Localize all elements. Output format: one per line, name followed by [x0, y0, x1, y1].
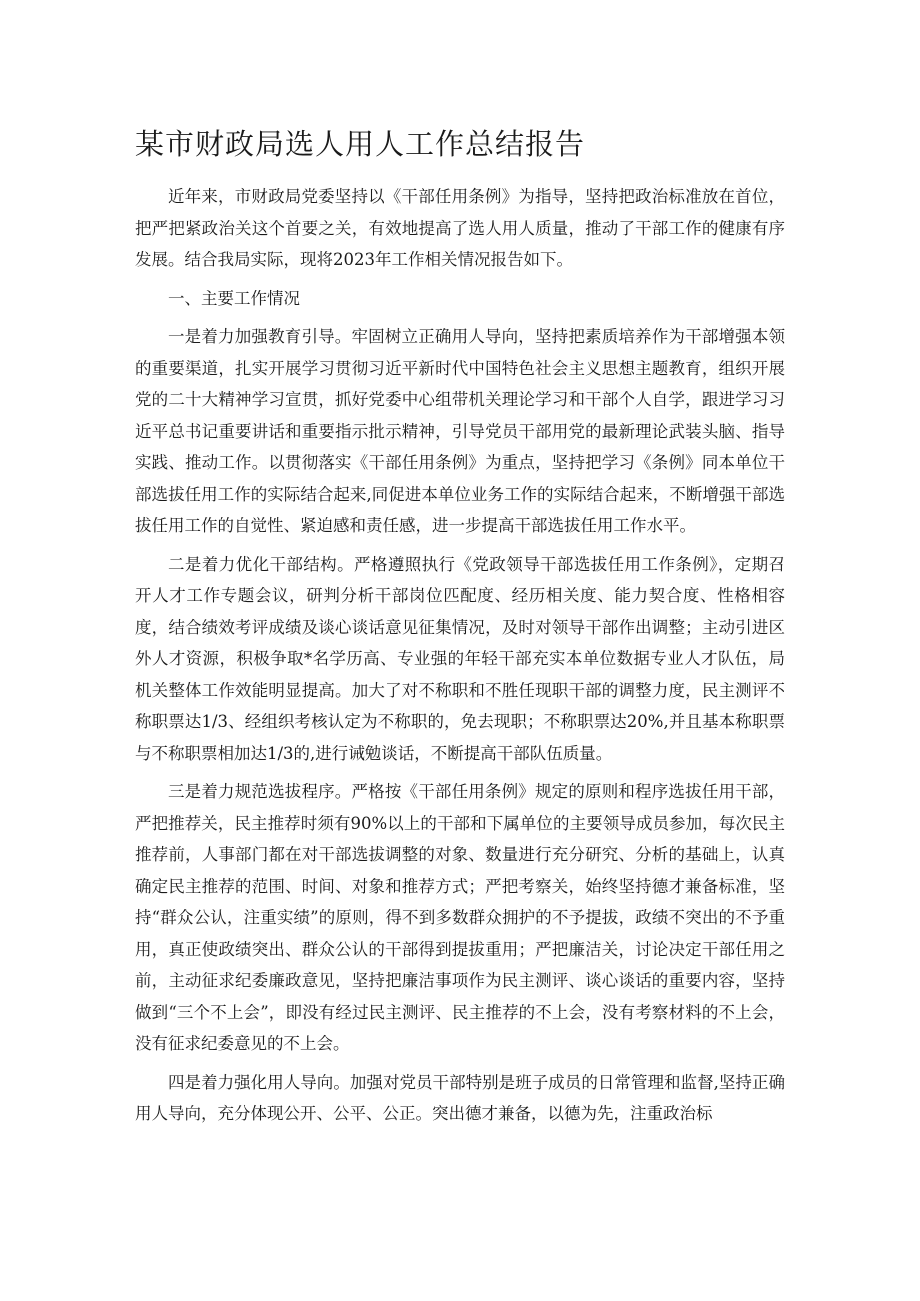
paragraph-cadre-structure: 二是着力优化干部结构。严格遵照执行《党政领导干部选拔任用工作条例》，定期召开人才工作专题会议，研判分析干部岗位匹配度、经历相关度、能力契合度、性格相容度，结合绩效考评成绩及谈心谈话意见征集情况，及时对领导干部作出调整；主动引进区外人才资源，积极争取*名学历高、专业强的年轻干部充实本单位数据专业人才队伍，局机关整体工作效能明显提高。加大了对不称职和不胜任现职干部的调整力度，民主测评不称职票达1/3、经组织考核认定为不称职的，免去现职；不称职票达20%,并且基本称职票与不称职票相加达1/3的,进行诫勉谈话，不断提高干部队伍质量。: [135, 554, 785, 763]
section-heading-main-work: 一、主要工作情况: [168, 288, 300, 308]
document-body: [135, 181, 785, 1137]
paragraph-employment-orientation: 四是着力强化用人导向。加强对党员干部特别是班子成员的日常管理和监督,坚持正确用人导向，充分体现公开、公平、公正。突出德才兼备，以德为先，注重政治标: [135, 1072, 785, 1123]
intro-paragraph: 近年来，市财政局党委坚持以《干部任用条例》为指导，坚持把政治标准放在首位，把严把紧政治关这个首要之关，有效地提高了选人用人质量，推动了干部工作的健康有序发展。结合我局实际，现将2023年工作相关情况报告如下。: [135, 187, 785, 269]
paragraph-education-guidance: 一是着力加强教育引导。牢固树立正确用人导向，坚持把素质培养作为干部增强本领的重要渠道，扎实开展学习贯彻习近平新时代中国特色社会主义思想主题教育，组织开展党的二十大精神学习宣贯，抓好党委中心组带机关理论学习和干部个人自学，跟进学习习近平总书记重要讲话和重要指示批示精神，引导党员干部用党的最新理论武装头脑、指导实践、推动工作。以贯彻落实《干部任用条例》为重点，坚持把学习《条例》同本单位干部选拔任用工作的实际结合起来,同促进本单位业务工作的实际结合起来，不断增强干部选拔任用工作的自觉性、紧迫感和责任感，进一步提高干部选拔任用工作水平。: [135, 327, 785, 535]
paragraph-selection-procedure: 三是着力规范选拔程序。严格按《干部任用条例》规定的原则和程序选拔任用干部，严把推荐关，民主推荐时须有90%以上的干部和下属单位的主要领导成员参加，每次民主推荐前，人事部门都在对干部选拔调整的对象、数量进行充分研究、分析的基础上，认真确定民主推荐的范围、时间、对象和推荐方式；严把考察关，始终坚持德才兼备标准，坚持“群众公认，注重实绩”的原则，得不到多数群众拥护的不予提拔，政绩不突出的不予重用，真正使政绩突出、群众公认的干部得到提拔重用；严把廉洁关，讨论决定干部任用之前，主动征求纪委廉政意见，坚持把廉洁事项作为民主测评、谈心谈话的重要内容，坚持做到“三个不上会”，即没有经过民主测评、民主推荐的不上会，没有考察材料的不上会，没有征求纪委意见的不上会。: [135, 782, 785, 1053]
document-title: 某市财政局选人用人工作总结报告: [135, 127, 586, 161]
